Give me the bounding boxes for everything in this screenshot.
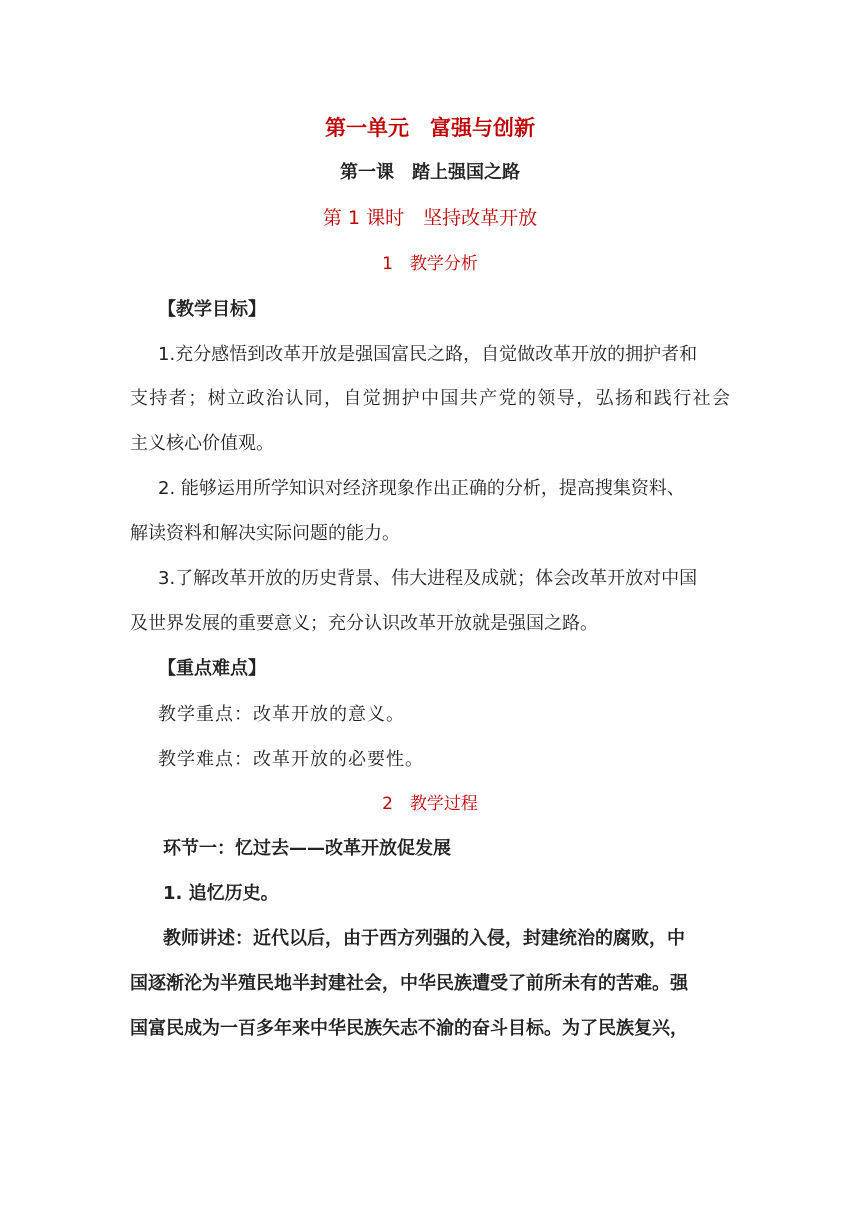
- goal1-line2: 支持者；树立政治认同，自觉拥护中国共产党的领导，弘扬和践行社会: [130, 388, 730, 409]
- link1-heading: 环节一：忆过去——改革开放促发展: [163, 838, 451, 859]
- section-heading-process: 2 教学过程: [382, 794, 478, 814]
- difficult-point: 教学难点：改革开放的必要性。: [158, 749, 424, 770]
- goals-heading: 【教学目标】: [158, 299, 266, 320]
- goal2-line1: 2. 能够运用所学知识对经济现象作出正确的分析，提高搜集资料、: [158, 478, 685, 499]
- goal3-line2: 及世界发展的重要意义；充分认识改革开放就是强国之路。: [130, 613, 598, 634]
- lesson-title: 第一课 踏上强国之路: [340, 162, 520, 183]
- item1-heading: 1. 追忆历史。: [163, 883, 279, 904]
- period-title: 第 1 课时 坚持改革开放: [322, 207, 538, 229]
- goal1-line3: 主义核心价值观。: [130, 433, 274, 454]
- goal3-line1: 3.了解改革开放的历史背景、伟大进程及成就；体会改革开放对中国: [158, 568, 698, 589]
- narrative-line3: 国富民成为一百多年来中华民族矢志不渝的奋斗目标。为了民族复兴，: [130, 1018, 688, 1039]
- section-heading-analysis: 1 教学分析: [382, 254, 478, 274]
- narrative-line2: 国逐渐沦为半殖民地半封建社会，中华民族遭受了前所未有的苦难。强: [130, 973, 688, 994]
- goal1-line1: 1.充分感悟到改革开放是强国富民之路，自觉做改革开放的拥护者和: [158, 344, 698, 365]
- narrative-line1: 教师讲述：近代以后，由于西方列强的入侵，封建统治的腐败，中: [163, 928, 685, 949]
- key-points-heading: 【重点难点】: [158, 658, 266, 679]
- key-point: 教学重点：改革开放的意义。: [158, 704, 405, 725]
- unit-title: 第一单元 富强与创新: [325, 116, 535, 140]
- goal2-line2: 解读资料和解决实际问题的能力。: [130, 523, 400, 544]
